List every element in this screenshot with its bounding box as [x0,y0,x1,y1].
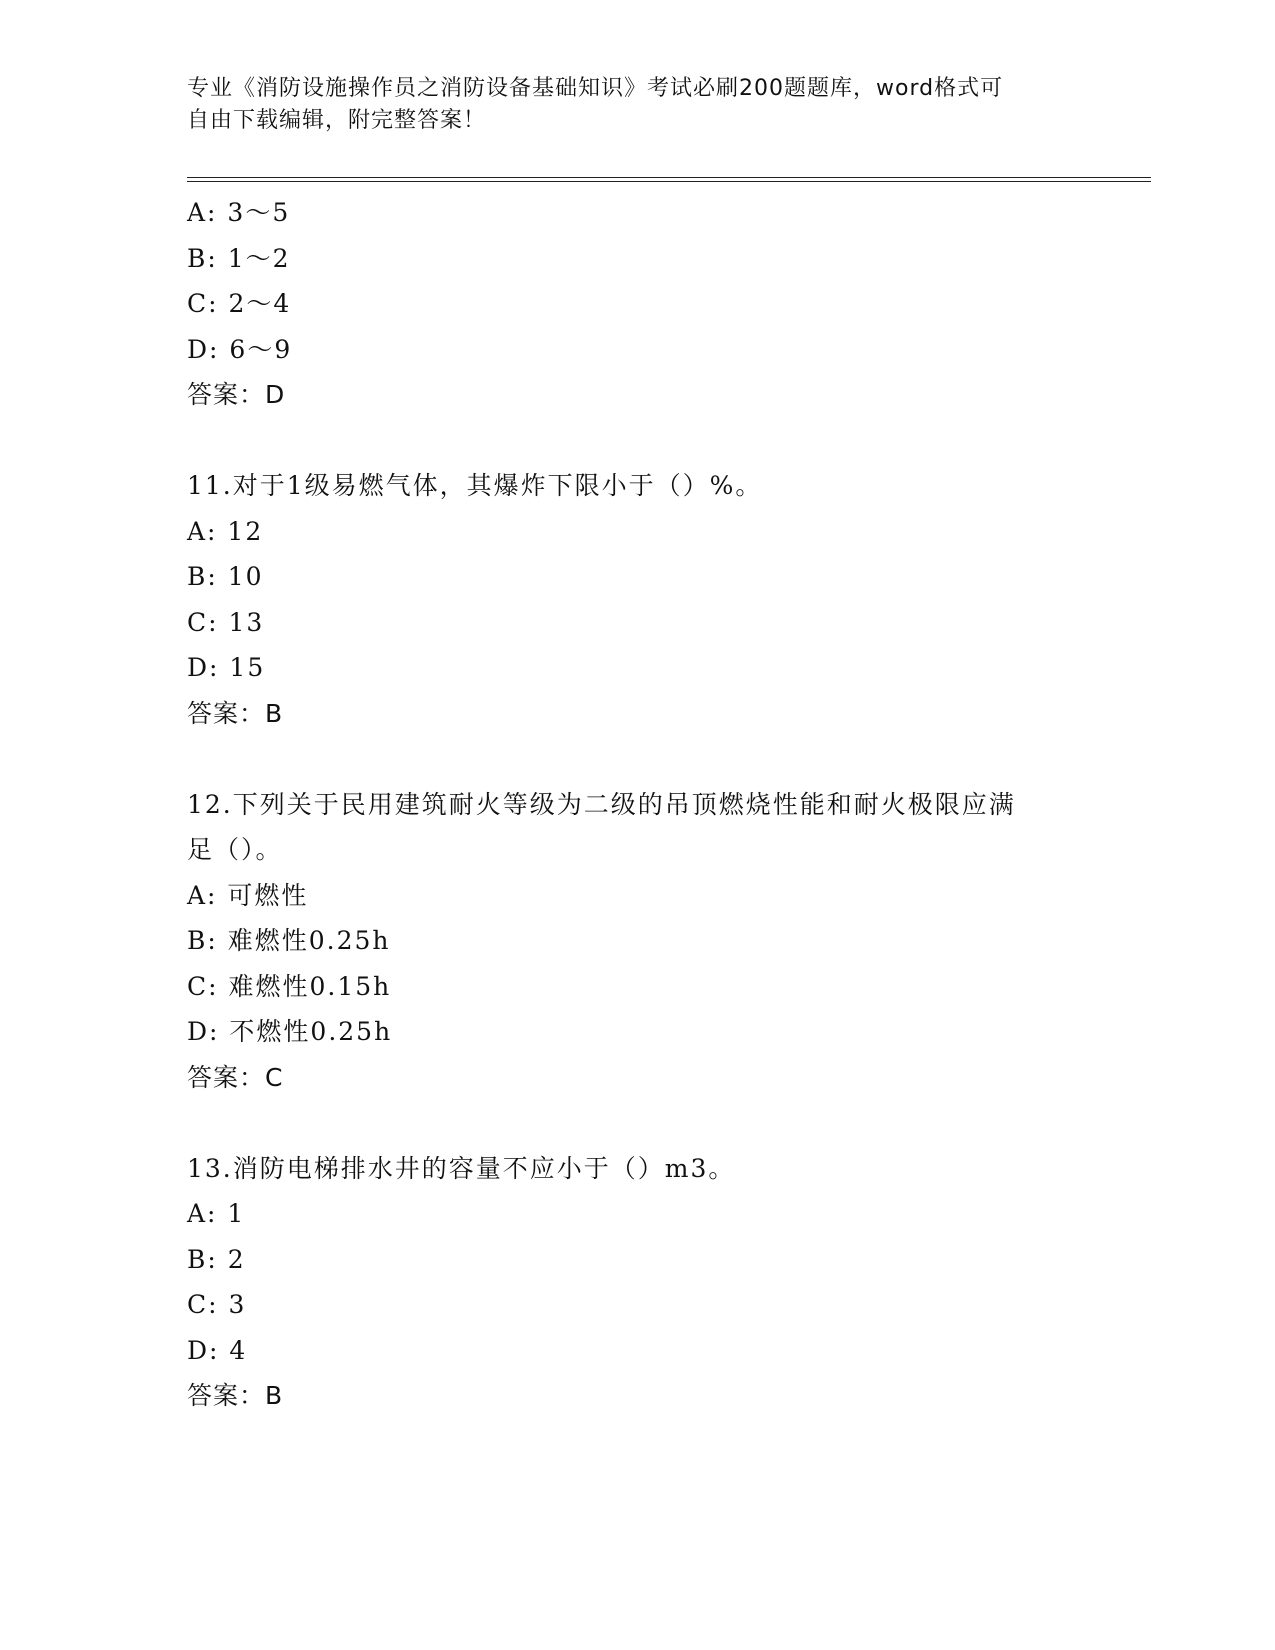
option-c: C: 13 [187,607,265,637]
option-a: A: 1 [187,1199,246,1228]
spacer [187,418,1087,464]
question-text: 11.对于1级易燃气体，其爆炸下限小于（）%。 [187,471,763,500]
spacer [187,1100,1087,1146]
question-text-line-2: 足（）。 [187,835,283,864]
option-d: D: 15 [187,653,266,682]
option-d: D: 6～9 [187,334,293,364]
option-a: A: 12 [187,516,264,546]
option-b: B: 2 [187,1244,246,1274]
question-list [187,190,1087,1419]
header-title-line-2: 自由下载编辑，附完整答案！ [187,108,487,133]
header-divider-top [187,177,1151,178]
question-block-10 [187,190,1087,418]
option-b: B: 10 [187,562,264,591]
spacer [187,736,1087,782]
question-block-11 [187,463,1087,736]
question-block-12 [187,782,1087,1101]
option-c: C: 难燃性0.15h [187,971,392,1001]
answer-line: 答案：D [187,380,286,409]
option-b: B: 难燃性0.25h [187,926,391,955]
document-header [187,73,1067,137]
option-d: D: 不燃性0.25h [187,1017,393,1046]
option-a: A: 可燃性 [187,880,309,910]
header-title-line-1: 专业《消防设施操作员之消防设备基础知识》考试必刷200题题库，word格式可 [187,76,1004,101]
option-c: C: 2～4 [187,289,292,318]
answer-line: 答案：B [187,1381,284,1410]
header-divider-bottom [187,181,1151,182]
answer-line: 答案：C [187,1062,284,1092]
question-text-line-1: 12.下列关于民用建筑耐火等级为二级的吊顶燃烧性能和耐火极限应满 [187,789,1016,819]
option-a: A: 3～5 [187,198,291,227]
question-text: 13.消防电梯排水井的容量不应小于（）m3。 [187,1153,736,1183]
answer-line: 答案：B [187,698,284,728]
question-block-13 [187,1146,1087,1419]
option-c: C: 3 [187,1290,247,1319]
option-b: B: 1～2 [187,243,291,273]
option-d: D: 4 [187,1335,248,1365]
